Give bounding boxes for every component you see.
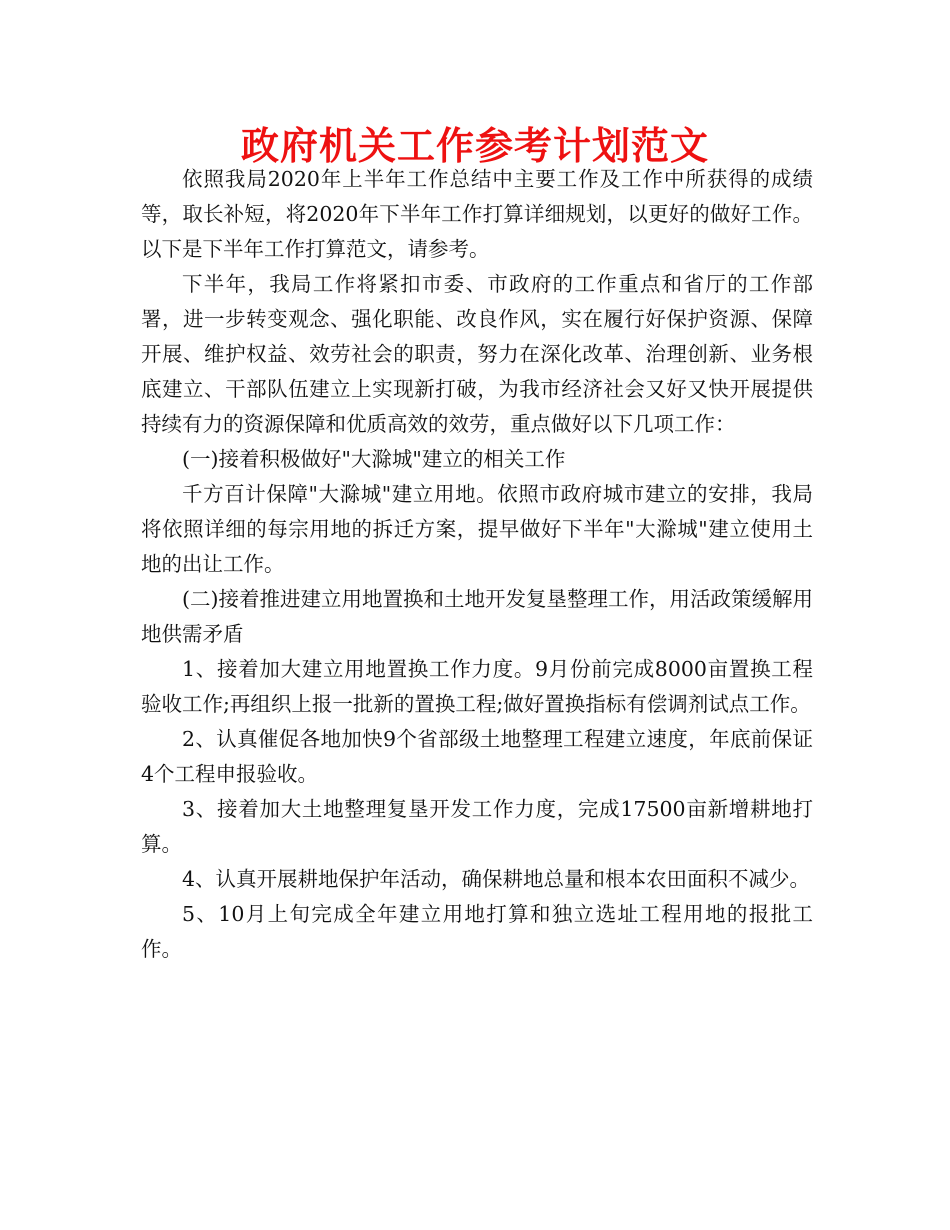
list-item: 4、认真开展耕地保护年活动，确保耕地总量和根本农田面积不减少。	[182, 867, 811, 891]
paragraph-intro: 依照我局2020年上半年工作总结中主要工作及工作中所获得的成绩等，取长补短，将2020年下半年工作打算详细规划，以更好的做好工作。以下是下半年工作打算范文，请参考。	[141, 167, 813, 261]
list-item: 3、接着加大土地整理复垦开发工作力度，完成17500亩新增耕地打算。	[141, 797, 813, 856]
list-item: 1、接着加大建立用地置换工作力度。9月份前完成8000亩置换工程验收工作;再组织上报一批新的置换工程;做好置换指标有偿调剂试点工作。	[141, 657, 813, 716]
paragraph-section-1: 千方百计保障"大滁城"建立用地。依照市政府城市建立的安排，我局将依照详细的每宗用地的拆迁方案，提早做好下半年"大滁城"建立使用土地的出让工作。	[141, 482, 813, 576]
section-heading-2: (二)接着推进建立用地置换和土地开发复垦整理工作，用活政策缓解用地供需矛盾	[141, 587, 813, 646]
list-item: 5、10月上旬完成全年建立用地打算和独立选址工程用地的报批工作。	[141, 902, 813, 961]
list-item: 2、认真催促各地加快9个省部级土地整理工程建立速度，年底前保证4个工程申报验收。	[141, 727, 813, 786]
document-title: 政府机关工作参考计划范文	[240, 123, 709, 168]
paragraph-overview: 下半年，我局工作将紧扣市委、市政府的工作重点和省厅的工作部署，进一步转变观念、强化职能、改良作风，实在履行好保护资源、保障开展、维护权益、效劳社会的职责，努力在深化改革、治理创新、业务根底建立、干部队伍建立上实现新打破，为我市经济社会又好又快开展提供持续有力的资源保障和优质高效的效劳，重点做好以下几项工作：	[141, 272, 813, 436]
section-heading-1: (一)接着积极做好"大滁城"建立的相关工作	[182, 447, 566, 471]
document-body	[141, 162, 813, 967]
